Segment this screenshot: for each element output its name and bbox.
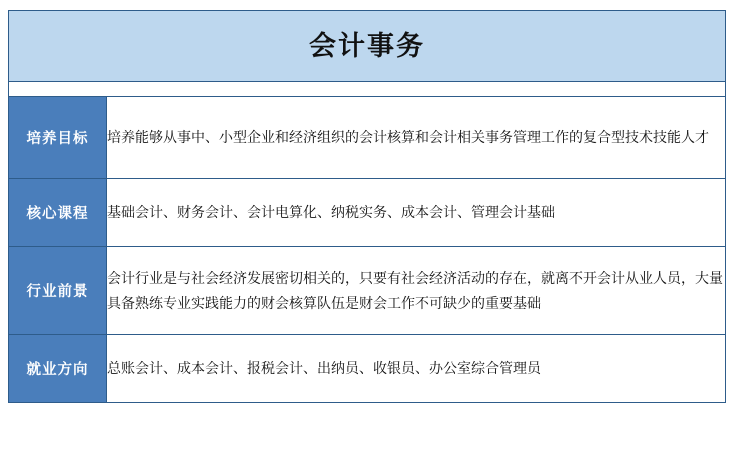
row-label-training-objective: 培养目标: [9, 97, 107, 179]
spacer-row: [9, 82, 726, 97]
table-row: [9, 179, 726, 247]
title-cell: [9, 11, 726, 82]
row-label-employment-direction: 就业方向: [9, 335, 107, 403]
row-content-core-courses: 基础会计、财务会计、会计电算化、纳税实务、成本会计、管理会计基础: [107, 179, 726, 247]
spacer-cell: [9, 82, 726, 97]
course-table-wrapper: [8, 10, 726, 403]
row-label-core-courses: 核心课程: [9, 179, 107, 247]
row-content-training-objective: 培养能够从事中、小型企业和经济组织的会计核算和会计相关事务管理工作的复合型技术技能人才: [107, 97, 726, 179]
course-info-table: [8, 10, 726, 403]
page-title: 会计事务: [309, 31, 425, 61]
table-row: [9, 247, 726, 335]
table-row: [9, 335, 726, 403]
row-label-industry-outlook: 行业前景: [9, 247, 107, 335]
title-row: [9, 11, 726, 82]
row-content-employment-direction: 总账会计、成本会计、报税会计、出纳员、收银员、办公室综合管理员: [107, 335, 726, 403]
table-row: [9, 97, 726, 179]
row-content-industry-outlook: 会计行业是与社会经济发展密切相关的，只要有社会经济活动的存在，就离不开会计从业人员，大量具备熟练专业实践能力的财会核算队伍是财会工作不可缺少的重要基础: [107, 247, 726, 335]
